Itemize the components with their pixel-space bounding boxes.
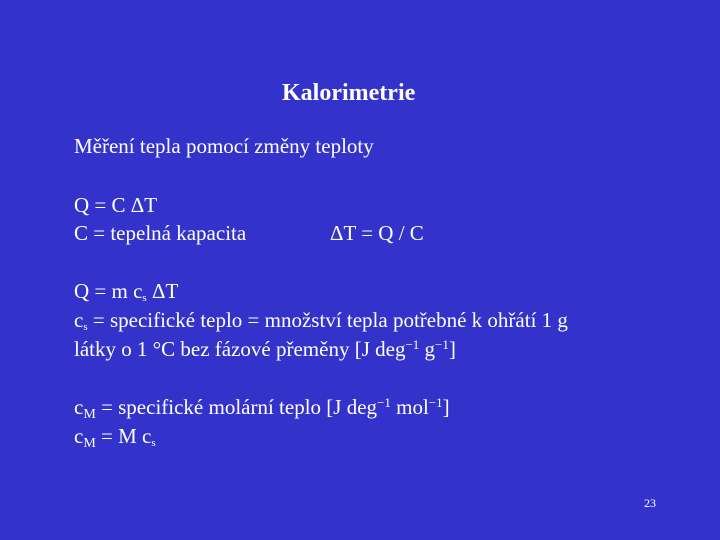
equation-molar-heat-sub: M (83, 436, 96, 451)
equation-molar-heat-b: = M c (95, 424, 152, 448)
equation-delta-t-text: ΔT = Q / C (330, 221, 424, 245)
definition-specific-heat-1-sub: s (83, 321, 88, 333)
definition-molar-heat-a: c (74, 395, 84, 419)
definition-specific-heat-2-c: ] (448, 337, 456, 361)
definition-specific-heat-2-exp1: −1 (405, 337, 420, 352)
equation-molar-heat-sub2: s (151, 437, 156, 449)
definition-molar-heat-b: = specifické molární teplo [J deg (95, 395, 378, 419)
equation-molar-heat-a: c (74, 424, 84, 448)
definition-specific-heat-2-exp2: −1 (435, 337, 449, 352)
subtitle-text: Měření tepla pomocí změny teploty (74, 134, 374, 158)
definition-specific-heat-1-b: = specifické teplo = množství tepla potřebné k ohřátí 1 g (87, 308, 568, 332)
definition-molar-heat (74, 395, 450, 422)
equation-specific-heat-b: ΔT (146, 279, 179, 303)
definition-specific-heat-2 (74, 337, 456, 361)
definition-heat-capacity (74, 221, 246, 245)
slide-title-text: Kalorimetrie (282, 80, 416, 106)
equation-specific-heat (74, 279, 178, 303)
definition-molar-heat-d: ] (442, 395, 450, 419)
equation-heat-capacity (74, 193, 157, 217)
definition-molar-heat-exp1: −1 (377, 395, 391, 410)
subtitle-line (74, 134, 374, 158)
definition-molar-heat-sub: M (83, 407, 96, 422)
definition-heat-capacity-text: C = tepelná kapacita (74, 221, 247, 245)
definition-specific-heat-1 (74, 308, 568, 332)
equation-molar-heat (74, 424, 156, 451)
equation-delta-t (330, 221, 424, 245)
definition-specific-heat-2-a: látky o 1 °C bez fázové přeměny [J deg (74, 337, 406, 361)
definition-molar-heat-exp2: −1 (428, 395, 443, 410)
equation-heat-capacity-text: Q = C ΔT (74, 193, 158, 217)
definition-specific-heat-2-b: g (419, 337, 436, 361)
equation-specific-heat-sub: s (142, 292, 147, 304)
definition-molar-heat-c: mol (390, 395, 429, 419)
equation-specific-heat-a: Q = m c (74, 279, 143, 303)
definition-specific-heat-1-a: c (74, 308, 84, 332)
page-number: 23 (644, 496, 656, 510)
